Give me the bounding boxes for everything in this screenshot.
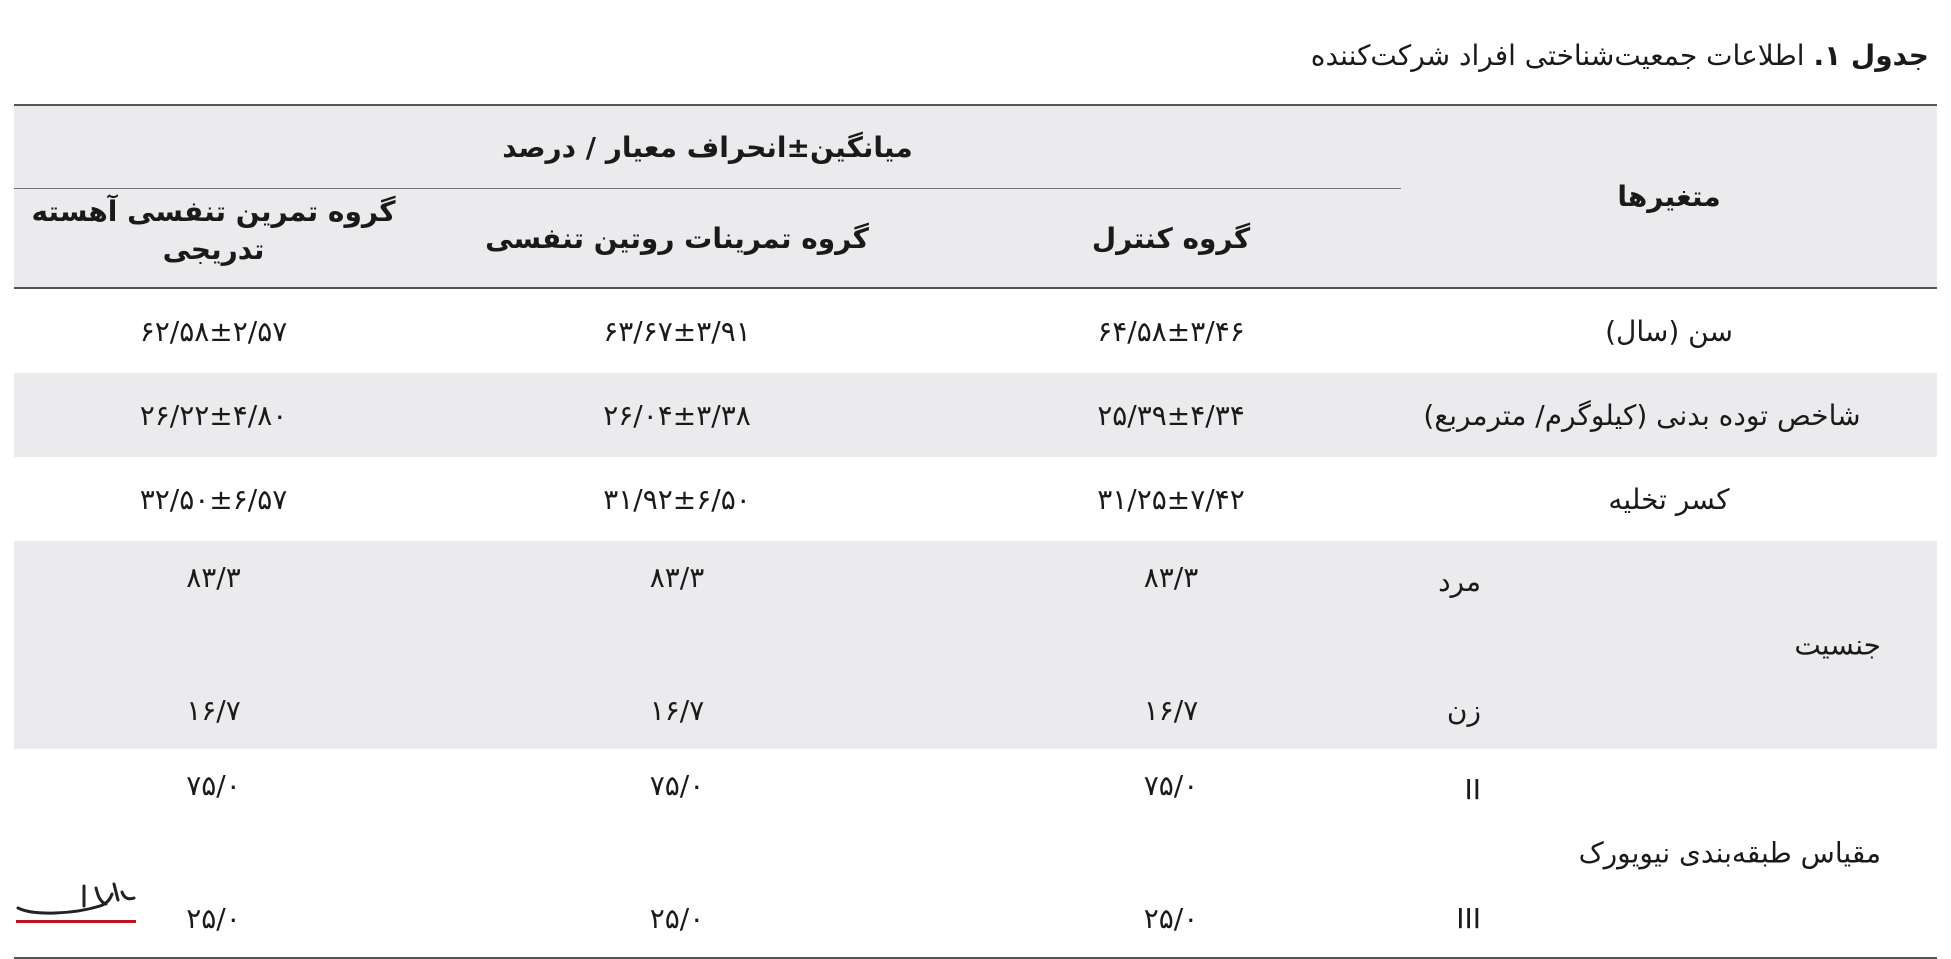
header-variables: متغیرها [1401,105,1937,288]
cell-class2-gradual: ۷۵/۰ [186,769,241,802]
row-label-ejection-fraction: کسر تخلیه [1608,482,1730,516]
header-gradual-breathing-group: گروه تمرین تنفسی آهسته تدریجی [14,189,413,289]
cell-class3-routine: ۲۵/۰ [413,852,941,958]
cell-male-control: ۸۳/۳ [941,541,1401,644]
caption-label: جدول ۱. [1813,39,1929,72]
table-row [14,749,1937,852]
sub-label-class-3: III [1456,902,1481,935]
row-group-nyha [1401,749,1937,958]
cell-female-gradual: ۱۶/۷ [14,644,413,749]
cell-class3-gradual: ۲۵/۰ [14,852,413,958]
row-label-bmi: شاخص توده بدنی (کیلوگرم/ مترمربع) [1401,373,1937,457]
sub-label-female: زن [1446,694,1481,727]
header-control-group: گروه کنترل [941,189,1401,289]
cell-class2-routine: ۷۵/۰ [649,769,705,802]
cell-ef-control: ۳۱/۲۵±۷/۴۲ [1097,482,1245,516]
row-label-gender: جنسیت [1794,628,1881,662]
cell-class3-control: ۲۵/۰ [941,852,1401,958]
table-row [14,288,1937,373]
cell-male-routine: ۸۳/۳ [413,541,941,644]
cell-female-routine: ۱۶/۷ [413,644,941,749]
salmand-logo-icon [14,878,140,928]
cell-bmi-gradual: ۲۶/۲۲±۴/۸۰ [14,373,413,457]
cell-age-control: ۶۴/۵۸±۳/۴۶ [1097,314,1245,348]
sub-label-class-2: II [1464,773,1481,806]
cell-ef-gradual: ۳۲/۵۰±۶/۵۷ [139,482,288,516]
header-routine-breathing-group: گروه تمرینات روتین تنفسی [413,189,941,289]
cell-age-routine: ۶۳/۶۷±۳/۹۱ [603,314,751,348]
row-label-age: سن (سال) [1605,314,1733,348]
caption-text: اطلاعات جمعیت‌شناختی افراد شرکت‌کننده [1310,39,1814,72]
cell-male-gradual: ۸۳/۳ [14,541,413,644]
table-caption [1311,36,1929,76]
cell-age-gradual: ۶۲/۵۸±۲/۵۷ [139,314,288,348]
cell-female-control: ۱۶/۷ [941,644,1401,749]
row-label-nyha: مقیاس طبقه‌بندی نیویورک [1578,836,1881,870]
row-group-gender [1401,541,1937,749]
header-mean-sd-percent: میانگین±انحراف معیار / درصد [14,105,1401,189]
demographics-table [14,104,1937,959]
cell-bmi-routine: ۲۶/۰۴±۳/۳۸ [413,373,941,457]
cell-bmi-control: ۲۵/۳۹±۴/۳۴ [941,373,1401,457]
cell-class2-control: ۷۵/۰ [1143,769,1199,802]
table-row [14,541,1937,644]
sub-label-male: مرد [1438,565,1481,598]
table-row [14,373,1937,457]
table-row [14,457,1937,541]
cell-ef-routine: ۳۱/۹۲±۶/۵۰ [603,482,751,516]
